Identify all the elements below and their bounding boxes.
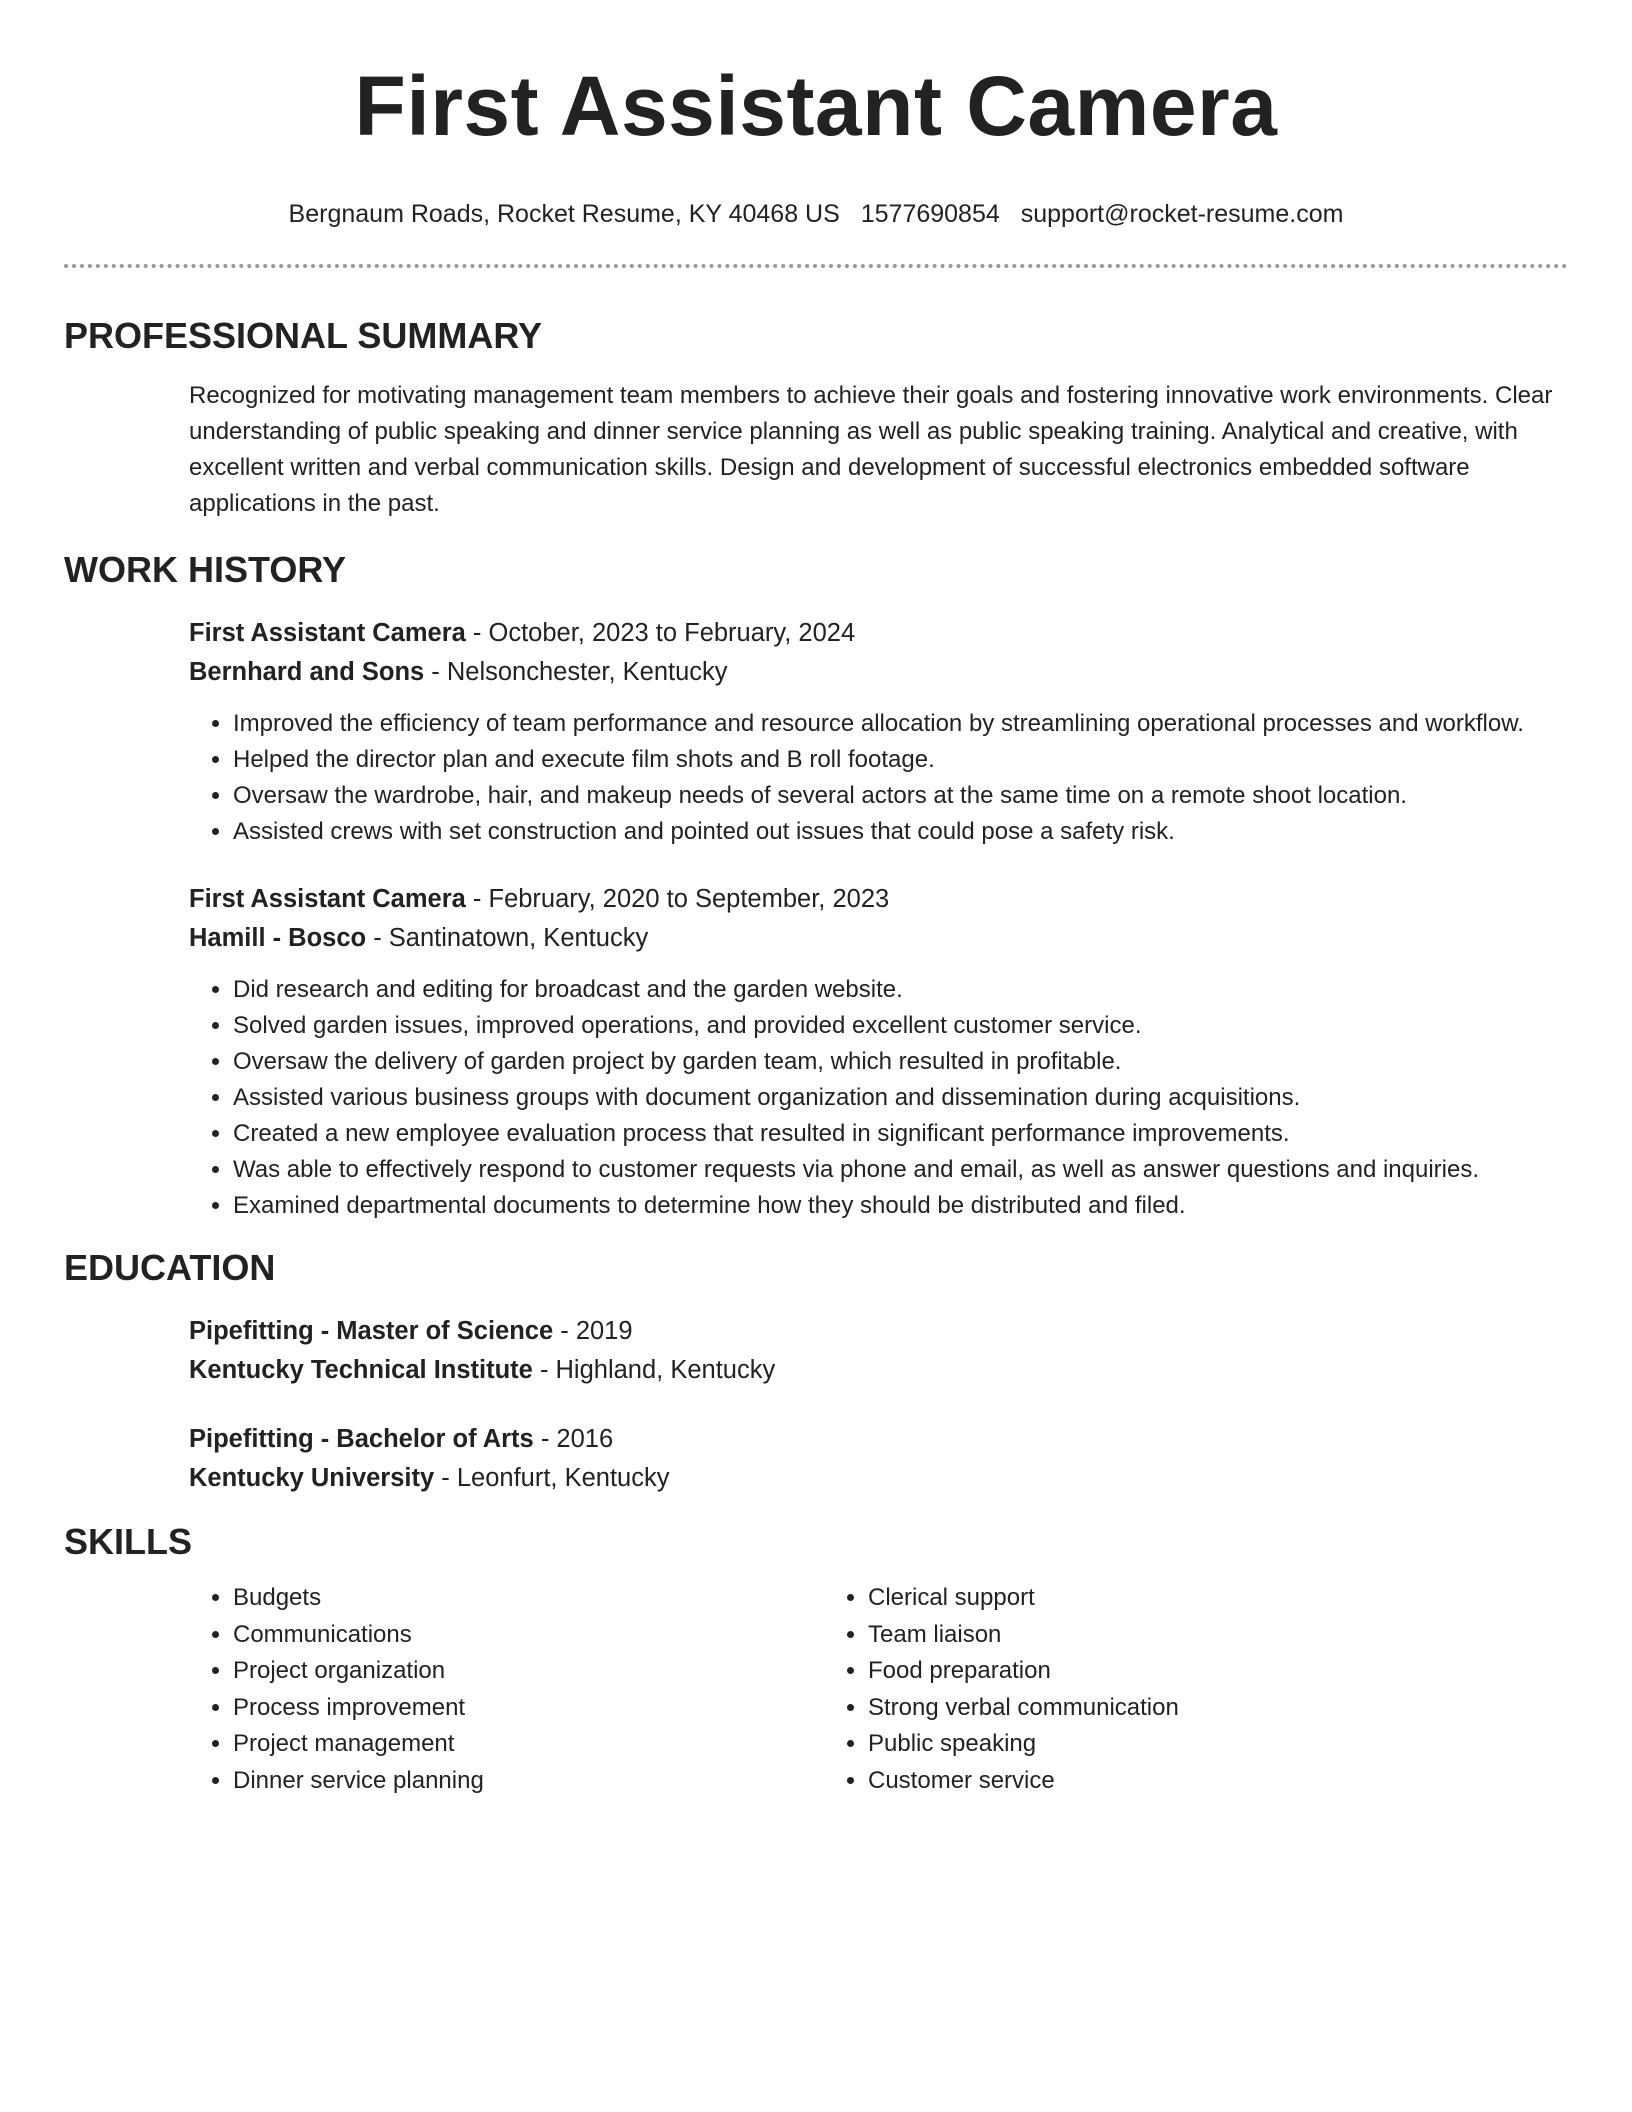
- job-entry: [64, 614, 1568, 850]
- job-company: Bernhard and Sons: [189, 658, 425, 686]
- education-entry: [64, 1312, 1568, 1390]
- contact-email: support@rocket-resume.com: [1020, 200, 1344, 228]
- education-school: Kentucky Technical Institute: [189, 1356, 533, 1384]
- job-company-line: [189, 653, 1568, 692]
- list-item: • Oversaw the delivery of garden project by garden team, which resulted in profitable.: [233, 1044, 1568, 1080]
- education-degree-line: [189, 1312, 1568, 1351]
- education-school-line: [189, 1459, 1568, 1498]
- job-role: First Assistant Camera: [189, 619, 466, 647]
- skill-item: • Team liaison: [868, 1617, 1459, 1654]
- list-item: • Was able to effectively respond to customer requests via phone and email, as well as answer questions and inquiries.: [233, 1152, 1568, 1188]
- skill-item: • Communications: [233, 1617, 824, 1654]
- contact-phone: 1577690854: [860, 200, 1000, 228]
- skill-item: • Dinner service planning: [233, 1763, 824, 1800]
- skill-item: • Clerical support: [868, 1580, 1459, 1617]
- job-title-line: [189, 880, 1568, 919]
- list-item: • Helped the director plan and execute film shots and B roll footage.: [233, 742, 1568, 778]
- job-bullets: [189, 972, 1568, 1224]
- header-divider: [64, 264, 1568, 268]
- education-location: - Leonfurt, Kentucky: [434, 1464, 670, 1492]
- resume-name: First Assistant Camera: [354, 59, 1278, 153]
- job-location: - Santinatown, Kentucky: [366, 924, 649, 952]
- skill-item: • Strong verbal communication: [868, 1690, 1459, 1727]
- job-entry: [64, 880, 1568, 1224]
- job-role: First Assistant Camera: [189, 885, 466, 913]
- job-location: - Nelsonchester, Kentucky: [424, 658, 728, 686]
- education-year: - 2016: [533, 1425, 614, 1453]
- skill-item: • Customer service: [868, 1763, 1459, 1800]
- education-school: Kentucky University: [189, 1464, 435, 1492]
- education-year: - 2019: [553, 1317, 633, 1345]
- list-item: • Improved the efficiency of team performance and resource allocation by streamlining operational processes and workflow.: [233, 706, 1568, 742]
- section-title-summary: PROFESSIONAL SUMMARY: [64, 315, 543, 356]
- section-title-work-history: WORK HISTORY: [64, 549, 347, 590]
- list-item: • Solved garden issues, improved operations, and provided excellent customer service.: [233, 1008, 1568, 1044]
- skills-column-left: [189, 1580, 824, 1799]
- skill-item: • Project organization: [233, 1653, 824, 1690]
- education-degree: Pipefitting - Bachelor of Arts: [189, 1425, 534, 1453]
- contact-address: Bergnaum Roads, Rocket Resume, KY 40468 US: [288, 200, 840, 228]
- job-dates: - October, 2023 to February, 2024: [465, 619, 856, 647]
- list-item: • Created a new employee evaluation process that resulted in significant performance improvements.: [233, 1116, 1568, 1152]
- skill-item: • Process improvement: [233, 1690, 824, 1727]
- education-entry: [64, 1420, 1568, 1498]
- section-title-education: EDUCATION: [64, 1247, 276, 1288]
- list-item: • Examined departmental documents to determine how they should be distributed and filed.: [233, 1188, 1568, 1224]
- contact-line: [64, 198, 1568, 230]
- job-bullets: [189, 706, 1568, 850]
- job-company: Hamill - Bosco: [189, 924, 367, 952]
- skill-item: • Public speaking: [868, 1726, 1459, 1763]
- job-title-line: [189, 614, 1568, 653]
- list-item: • Oversaw the wardrobe, hair, and makeup needs of several actors at the same time on a remote shoot location.: [233, 778, 1568, 814]
- list-item: • Assisted crews with set construction and pointed out issues that could pose a safety risk.: [233, 814, 1568, 850]
- education-degree-line: [189, 1420, 1568, 1459]
- list-item: • Did research and editing for broadcast and the garden website.: [233, 972, 1568, 1008]
- skills-column-right: [824, 1580, 1459, 1799]
- education-degree: Pipefitting - Master of Science: [189, 1317, 554, 1345]
- education-location: - Highland, Kentucky: [532, 1356, 776, 1384]
- skill-item: • Budgets: [233, 1580, 824, 1617]
- job-dates: - February, 2020 to September, 2023: [465, 885, 890, 913]
- list-item: • Assisted various business groups with document organization and dissemination during acquisitions.: [233, 1080, 1568, 1116]
- skills-grid: [64, 1580, 1568, 1799]
- skill-item: • Food preparation: [868, 1653, 1459, 1690]
- education-school-line: [189, 1351, 1568, 1390]
- summary-text: Recognized for motivating management team members to achieve their goals and fostering innovative work environments. Clear understanding of public speaking and dinner service planning as well as public speaking training. Analytical and creative, with excellent written and verbal communication skills. Design and development of successful electronics embedded software applications in the past.: [189, 382, 1553, 517]
- job-company-line: [189, 919, 1568, 958]
- skill-item: • Project management: [233, 1726, 824, 1763]
- section-title-skills: SKILLS: [64, 1521, 193, 1562]
